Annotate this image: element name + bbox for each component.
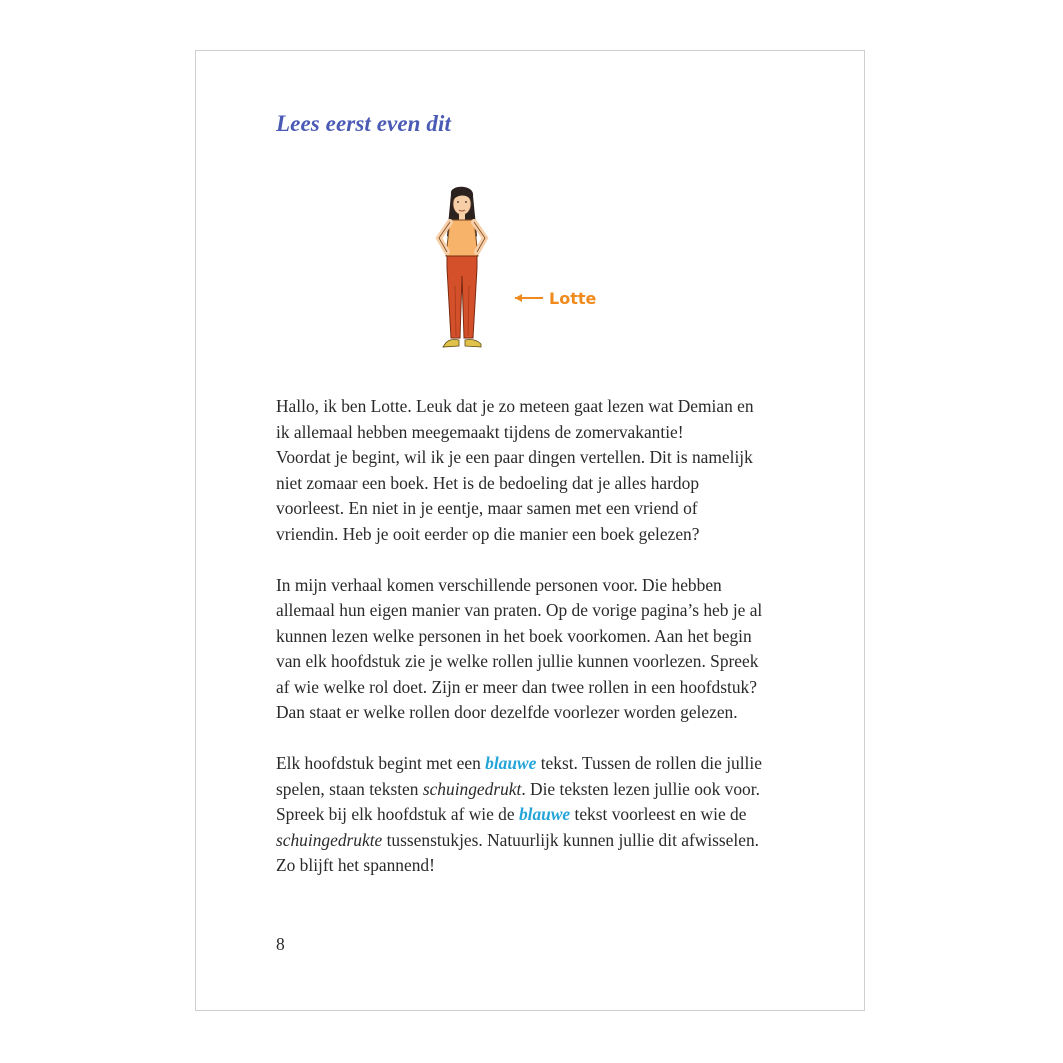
highlight-word: blauwe bbox=[485, 753, 537, 773]
text-segment: tussenstukjes. Natuurlijk kunnen jullie dit afwisselen. bbox=[382, 829, 759, 850]
text-segment: ik allemaal hebben meegemaakt tijdens de zomervakantie! bbox=[276, 421, 684, 442]
text-segment: spelen, staan teksten bbox=[276, 778, 423, 799]
lotte-illustration bbox=[431, 186, 611, 361]
text-segment: Voordat je begint, wil ik je een paar dingen vertellen. Dit is namelijk bbox=[276, 447, 753, 467]
text-segment: Hallo, ik ben Lotte. Leuk dat je zo meteen gaat lezen wat Demian en bbox=[276, 396, 754, 416]
italic-word: schuingedrukte bbox=[276, 829, 383, 850]
text-segment: tekst. Tussen de rollen die jullie bbox=[536, 753, 762, 773]
text-line bbox=[276, 802, 796, 828]
text-segment: Zo blijft het spannend! bbox=[276, 855, 435, 875]
text-line bbox=[276, 649, 796, 675]
text-segment: van elk hoofdstuk zie je welke rollen jullie kunnen voorlezen. Spreek bbox=[276, 651, 759, 671]
body-text bbox=[276, 394, 796, 904]
text-segment: tekst voorleest en wie de bbox=[570, 804, 747, 824]
text-line bbox=[276, 471, 796, 497]
text-segment: kunnen lezen welke personen in het boek voorkomen. Aan het begin bbox=[276, 625, 752, 646]
text-segment: allemaal hun eigen manier van praten. Op de vorige pagina’s heb je al bbox=[276, 600, 763, 620]
text-line bbox=[276, 598, 796, 624]
right-shoe-shape bbox=[465, 340, 481, 348]
text-line bbox=[276, 828, 796, 854]
text-line bbox=[276, 445, 796, 471]
character-label: Lotte bbox=[549, 289, 597, 308]
page-title: Lees eerst even dit bbox=[276, 111, 451, 136]
text-segment: Dan staat er welke rollen door dezelfde voorlezer worden gelezen. bbox=[276, 702, 738, 722]
text-line bbox=[276, 700, 796, 726]
text-segment: In mijn verhaal komen verschillende personen voor. Die hebben bbox=[276, 574, 722, 595]
page-number: 8 bbox=[276, 934, 285, 954]
text-segment: vriendin. Heb je ooit eerder op die manier een boek gelezen? bbox=[276, 523, 700, 544]
text-line bbox=[276, 751, 796, 777]
text-segment: . Die teksten lezen jullie ook voor. bbox=[521, 778, 760, 799]
text-line bbox=[276, 777, 796, 803]
text-line bbox=[276, 573, 796, 599]
paragraph bbox=[276, 394, 796, 547]
text-line bbox=[276, 394, 796, 420]
text-line bbox=[276, 675, 796, 701]
text-segment: voorleest. En niet in je eentje, maar samen met een vriend of bbox=[276, 498, 698, 518]
text-segment: Elk hoofdstuk begint met een bbox=[276, 753, 486, 773]
paragraph bbox=[276, 573, 796, 726]
text-segment: Spreek bij elk hoofdstuk af wie de bbox=[276, 804, 519, 824]
left-shoe-shape bbox=[443, 340, 459, 348]
pants-shape bbox=[447, 256, 477, 338]
text-segment: af wie welke rol doet. Zijn er meer dan twee rollen in een hoofdstuk? bbox=[276, 676, 757, 697]
highlight-word: blauwe bbox=[518, 804, 571, 824]
text-line bbox=[276, 522, 796, 548]
text-line bbox=[276, 496, 796, 522]
book-page bbox=[195, 50, 865, 1011]
text-line bbox=[276, 624, 796, 650]
text-line bbox=[276, 420, 796, 446]
text-segment: niet zomaar een boek. Het is de bedoeling dat je alles hardop bbox=[276, 472, 700, 493]
text-line bbox=[276, 853, 796, 879]
paragraph bbox=[276, 751, 796, 879]
italic-word: schuingedrukt bbox=[422, 778, 522, 799]
